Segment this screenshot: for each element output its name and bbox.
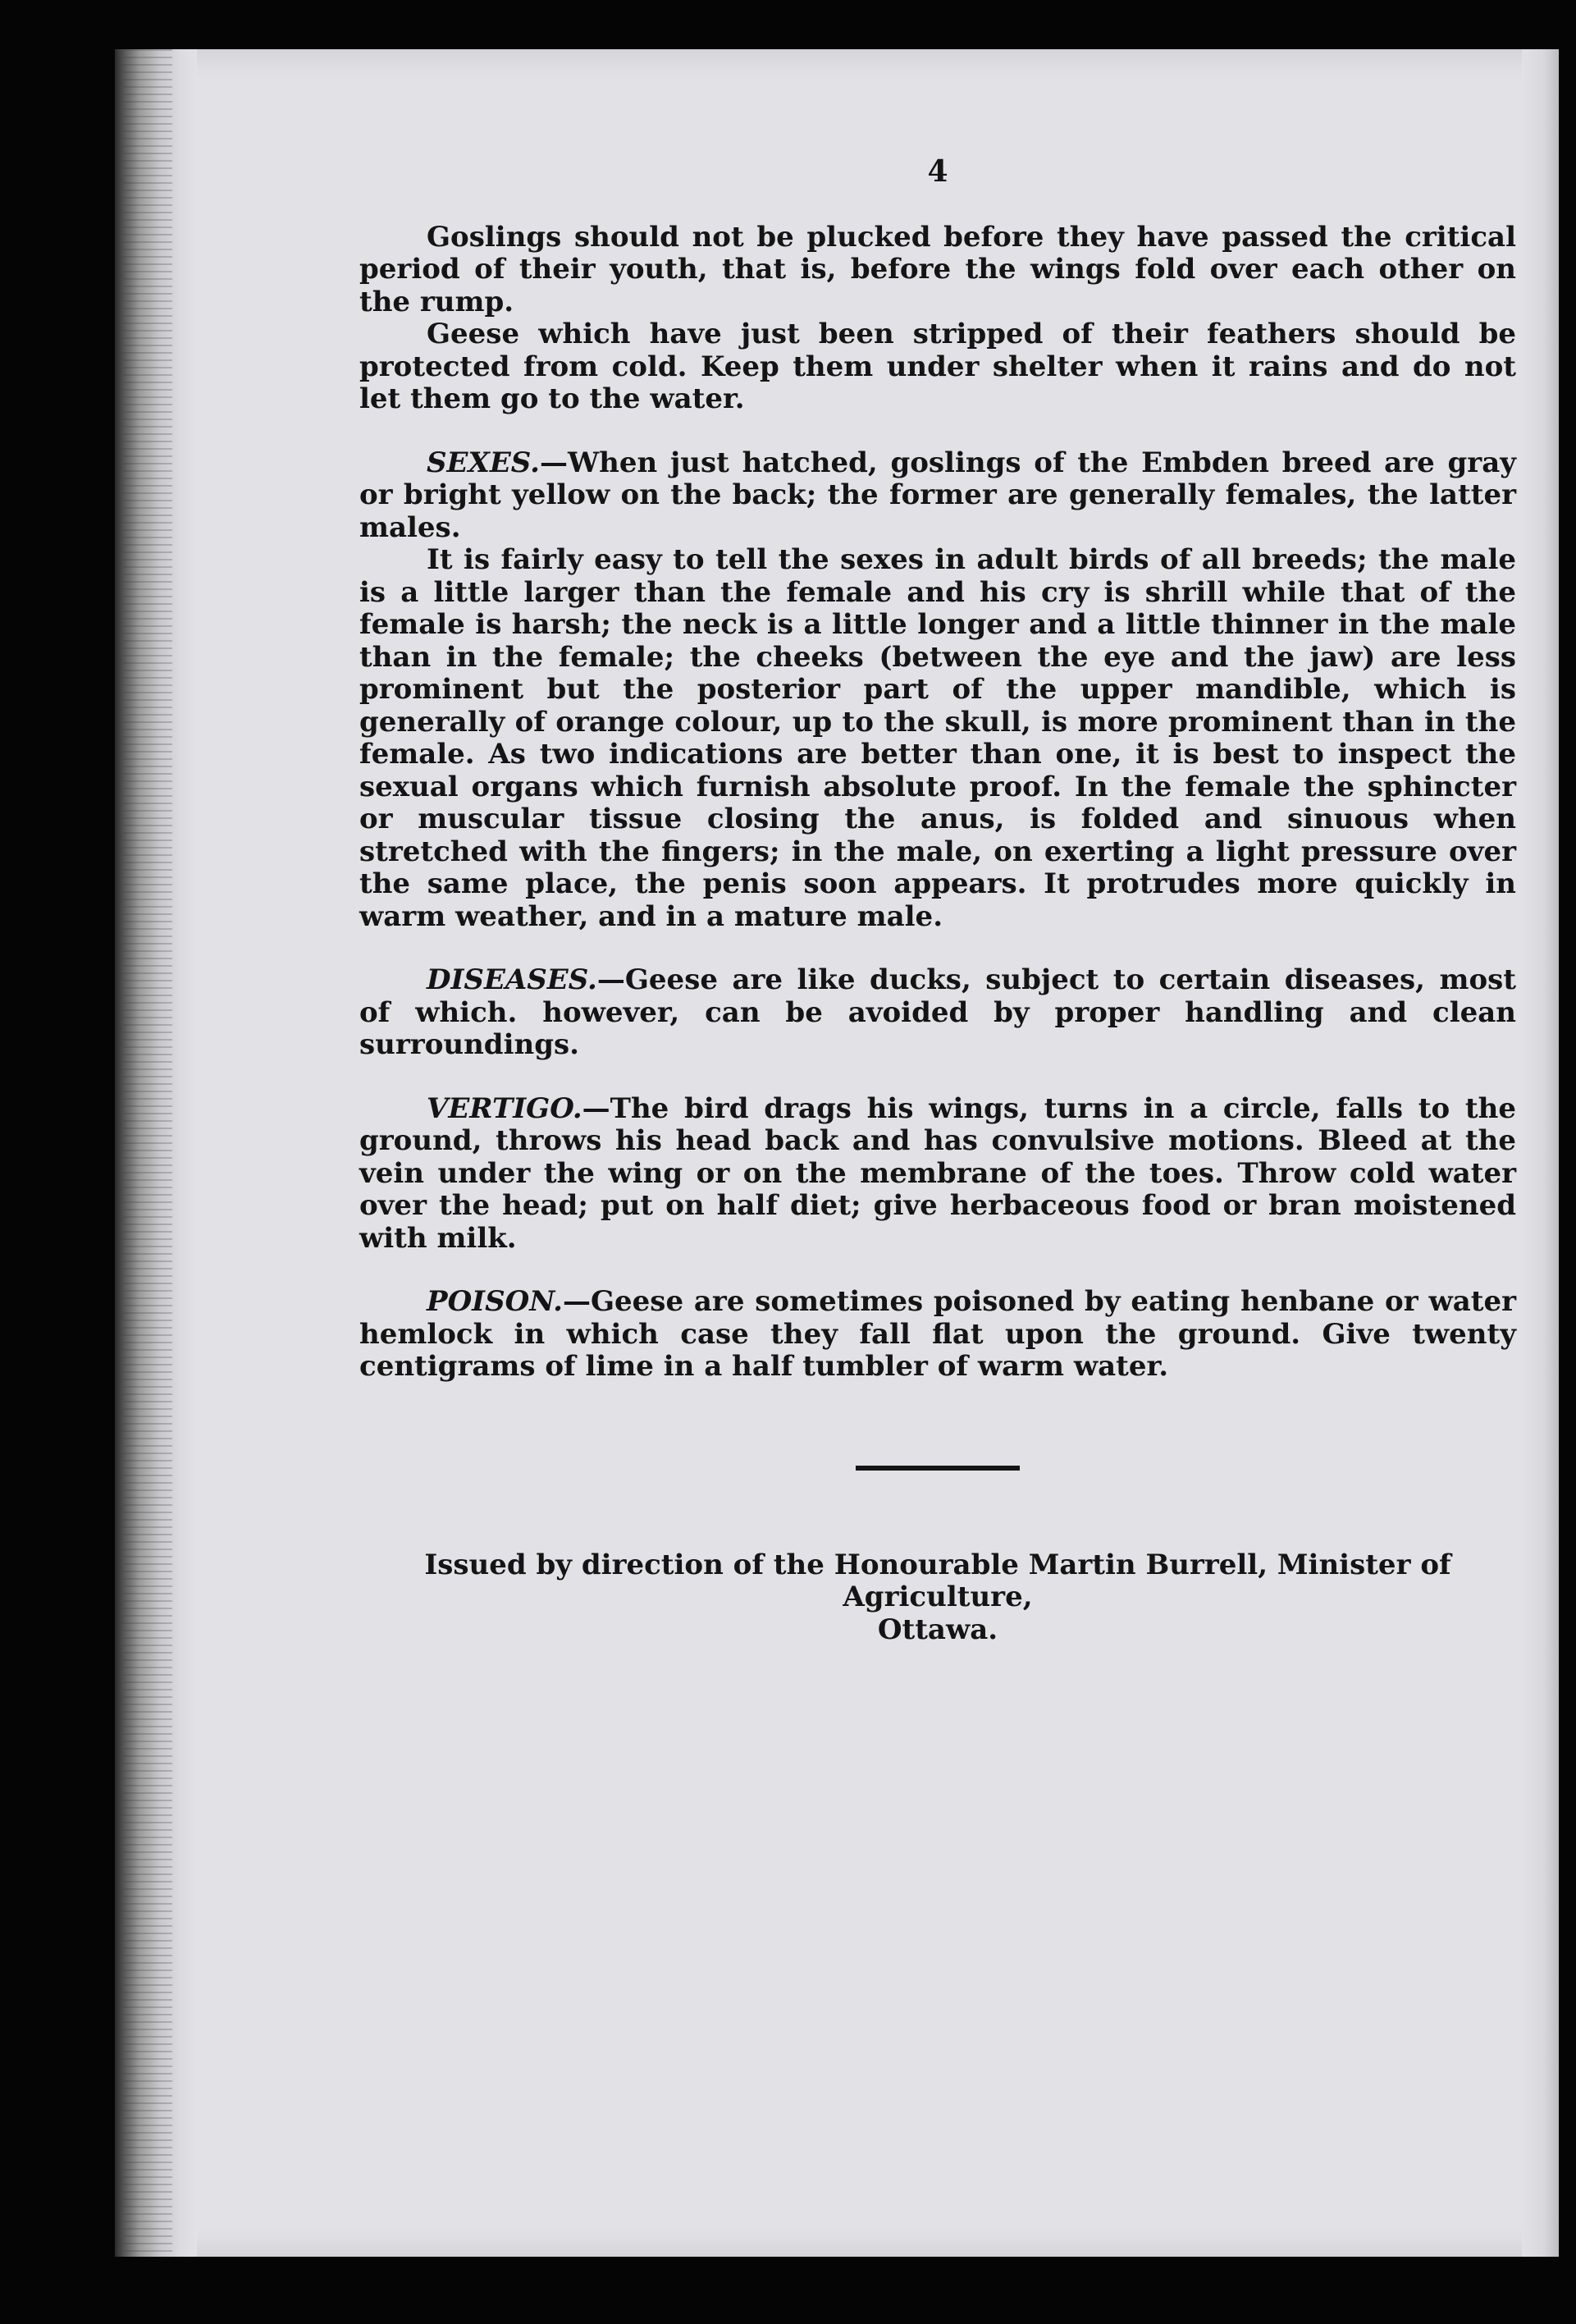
binding-texture — [123, 49, 172, 2257]
page-content — [359, 156, 1516, 1646]
paragraph-geese-stripped: Geese which have just been stripped of their feathers should be protected from cold. Keep them under shelter when it rains and do not let them go to the water. — [359, 318, 1516, 415]
issued-location-line: Ottawa. — [877, 1613, 998, 1646]
issued-by-line: Issued by direction of the Honourable Martin Burrell, Minister of Agriculture, — [424, 1548, 1451, 1613]
spacer — [359, 1255, 1516, 1286]
spacer — [359, 416, 1516, 447]
paragraph-vertigo — [359, 1093, 1516, 1256]
poison-text: —Geese are sometimes poisoned by eating henbane or water hemlock in which case they fall flat upon the ground. Give twenty centigrams of lime in a half tumbler of warm water. — [359, 1285, 1516, 1383]
spacer — [359, 1062, 1516, 1093]
paragraph-diseases — [359, 964, 1516, 1062]
section-heading-diseases: DISEASES. — [427, 963, 597, 996]
spacer — [359, 933, 1516, 964]
diseases-text: —Geese are like ducks, subject to certain diseases, most of which. however, can be avoided by proper handling and clean surroundings. — [359, 963, 1516, 1061]
paragraph-poison — [359, 1286, 1516, 1384]
sexes-text: —When just hatched, goslings of the Embden breed are gray or bright yellow on the back; the former are generally females, the latter males. — [359, 446, 1516, 544]
vertigo-text: —The bird drags his wings, turns in a circle, falls to the ground, throws his head back and has convulsive motions. Bleed at the vein under the wing or on the membrane of the toes. Throw cold water over the head; put on half diet; give herbaceous food or bran moistened with milk. — [359, 1091, 1516, 1255]
horizontal-rule — [856, 1466, 1020, 1471]
section-heading-vertigo: VERTIGO. — [427, 1091, 582, 1125]
paragraph-sex-identification: It is fairly easy to tell the sexes in adult birds of all breeds; the male is a little larger than the female and his cry is shrill while that of the female is harsh; the neck is a little longer and a little thinner in the male than in the female; the cheeks (between the eye and the jaw) are less prominent but the posterior part of the upper mandible, which is generally of orange colour, up to the skull, is more prominent than in the female. As two indications are better than one, it is best to inspect the sexual organs which furnish absolute proof. In the female the sphincter or muscular tissue closing the anus, is folded and sinuous when stretched with the fingers; in the male, on exerting a light pressure over the same place, the penis soon appears. It protrudes more quickly in warm weather, and in a mature male. — [359, 543, 1516, 933]
page-number: 4 — [927, 154, 948, 189]
section-heading-sexes: SEXES. — [427, 446, 540, 479]
section-heading-poison: POISON. — [427, 1285, 563, 1318]
paragraph-goslings-plucking: Goslings should not be plucked before they have passed the critical period of their youth, that is, before the wings fold over each other on the rump. — [359, 220, 1516, 318]
page-edge-shadow — [1522, 49, 1559, 2257]
paragraph-sexes — [359, 447, 1516, 545]
